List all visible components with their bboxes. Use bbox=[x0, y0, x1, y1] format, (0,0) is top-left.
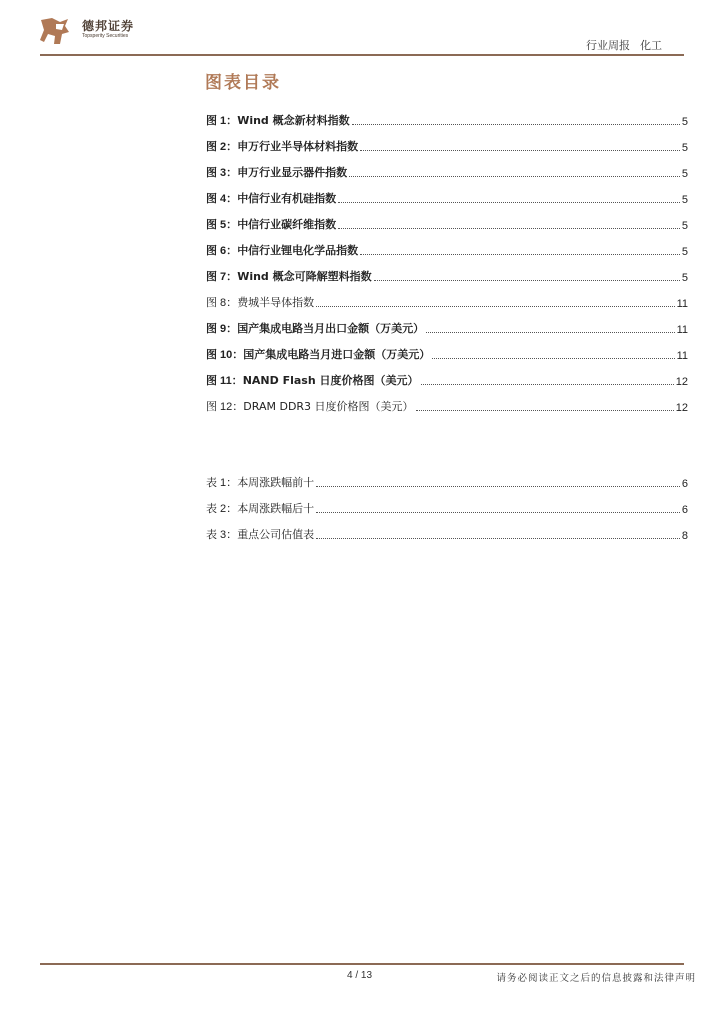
toc-entry-label: 本周涨跌幅后十 bbox=[237, 502, 315, 515]
toc-entry-number: 图 1： bbox=[206, 115, 238, 127]
toc-entry-number: 图 4： bbox=[206, 193, 238, 205]
toc-entry-page: 5 bbox=[681, 168, 688, 180]
toc-entry[interactable] bbox=[206, 388, 688, 414]
toc-entry-number: 图 10： bbox=[206, 349, 244, 361]
toc-entry-page: 5 bbox=[681, 246, 688, 258]
toc-entry-label: 申万行业半导体材料指数 bbox=[237, 140, 359, 153]
toc-entry[interactable] bbox=[206, 258, 688, 284]
toc-entry-label: NAND Flash 日度价格图（美元） bbox=[242, 374, 419, 387]
dot-leader bbox=[316, 511, 680, 513]
toc-entry-page: 12 bbox=[675, 402, 688, 414]
footer-divider bbox=[40, 963, 684, 965]
toc-entry-label: 费城半导体指数 bbox=[237, 296, 315, 309]
figure-list bbox=[206, 102, 688, 414]
toc-entry[interactable] bbox=[206, 180, 688, 206]
toc-entry[interactable] bbox=[206, 102, 688, 128]
toc-entry[interactable] bbox=[206, 464, 688, 490]
toc-entry-number: 图 9： bbox=[206, 323, 238, 335]
toc-entry-number: 表 1： bbox=[206, 477, 238, 489]
bull-logo-icon bbox=[38, 14, 72, 48]
report-sector: 化工 bbox=[640, 39, 662, 52]
dot-leader bbox=[360, 253, 680, 255]
toc-entry[interactable] bbox=[206, 284, 688, 310]
toc-entry-label: 中信行业有机硅指数 bbox=[237, 192, 337, 205]
dot-leader bbox=[316, 485, 680, 487]
toc-entry-label: 本周涨跌幅前十 bbox=[237, 476, 315, 489]
toc-entry-number: 图 11： bbox=[206, 375, 243, 387]
toc-entry[interactable] bbox=[206, 336, 688, 362]
toc-entry-page: 11 bbox=[676, 324, 688, 336]
dot-leader bbox=[416, 409, 674, 411]
table-list bbox=[206, 464, 688, 542]
toc-entry-label: Wind 概念可降解塑料指数 bbox=[237, 270, 372, 283]
dot-leader bbox=[360, 149, 680, 151]
dot-leader bbox=[426, 331, 674, 333]
toc-entry-number: 表 3： bbox=[206, 529, 238, 541]
report-meta bbox=[576, 37, 662, 53]
dot-leader bbox=[374, 279, 680, 281]
toc-entry-number: 表 2： bbox=[206, 503, 238, 515]
toc-entry-number: 图 5： bbox=[206, 219, 238, 231]
toc-entry-number: 图 6： bbox=[206, 245, 238, 257]
disclaimer-note: 请务必阅读正文之后的信息披露和法律声明 bbox=[496, 973, 696, 984]
toc-entry[interactable] bbox=[206, 154, 688, 180]
toc-entry-number: 图 3： bbox=[206, 167, 238, 179]
dot-leader bbox=[432, 357, 674, 359]
toc-entry[interactable] bbox=[206, 516, 688, 542]
toc-entry-page: 11 bbox=[676, 350, 688, 362]
toc-entry[interactable] bbox=[206, 128, 688, 154]
dot-leader bbox=[421, 383, 674, 385]
toc-entry-page: 11 bbox=[676, 298, 688, 310]
toc-entry-page: 12 bbox=[675, 376, 688, 388]
dot-leader bbox=[316, 537, 680, 539]
toc-entry[interactable] bbox=[206, 206, 688, 232]
toc-entry-label: 申万行业显示器件指数 bbox=[237, 166, 348, 179]
report-type: 行业周报 bbox=[586, 39, 630, 52]
toc-entry-page: 5 bbox=[681, 220, 688, 232]
company-name: 德邦证券 bbox=[82, 19, 135, 33]
toc-entry-number: 图 2： bbox=[206, 141, 238, 153]
toc-entry-number: 图 8： bbox=[206, 297, 238, 309]
toc-entry-label: 国产集成电路当月出口金额（万美元） bbox=[237, 322, 425, 335]
toc-entry[interactable] bbox=[206, 232, 688, 258]
toc-entry[interactable] bbox=[206, 310, 688, 336]
toc-entry-number: 图 12： bbox=[206, 401, 244, 413]
toc-entry-page: 6 bbox=[681, 504, 688, 516]
dot-leader bbox=[338, 201, 680, 203]
toc-entry-label: 国产集成电路当月进口金额（万美元） bbox=[243, 348, 431, 361]
toc-entry-label: 中信行业锂电化学品指数 bbox=[237, 244, 359, 257]
company-subtitle: Topsperity Securities bbox=[82, 33, 129, 39]
toc-title: 图表目录 bbox=[205, 73, 281, 93]
toc-entry-page: 5 bbox=[681, 116, 688, 128]
toc-entry-page: 6 bbox=[681, 478, 688, 490]
dot-leader bbox=[316, 305, 674, 307]
toc-entry-label: 中信行业碳纤维指数 bbox=[237, 218, 337, 231]
toc-entry-label: 重点公司估值表 bbox=[237, 528, 315, 541]
dot-leader bbox=[338, 227, 680, 229]
toc-entry-page: 5 bbox=[681, 194, 688, 206]
toc-entry-label: DRAM DDR3 日度价格图（美元） bbox=[243, 400, 414, 413]
toc-entry-number: 图 7： bbox=[206, 271, 238, 283]
dot-leader bbox=[349, 175, 680, 177]
page-indicator: 4 / 13 bbox=[347, 970, 373, 981]
header-divider bbox=[40, 54, 684, 56]
dot-leader bbox=[352, 123, 680, 125]
toc-entry[interactable] bbox=[206, 362, 688, 388]
company-logo bbox=[38, 14, 142, 50]
toc-entry[interactable] bbox=[206, 490, 688, 516]
toc-entry-page: 8 bbox=[681, 530, 688, 542]
toc-entry-page: 5 bbox=[681, 272, 688, 284]
toc-entry-label: Wind 概念新材料指数 bbox=[237, 114, 350, 127]
toc-entry-page: 5 bbox=[681, 142, 688, 154]
